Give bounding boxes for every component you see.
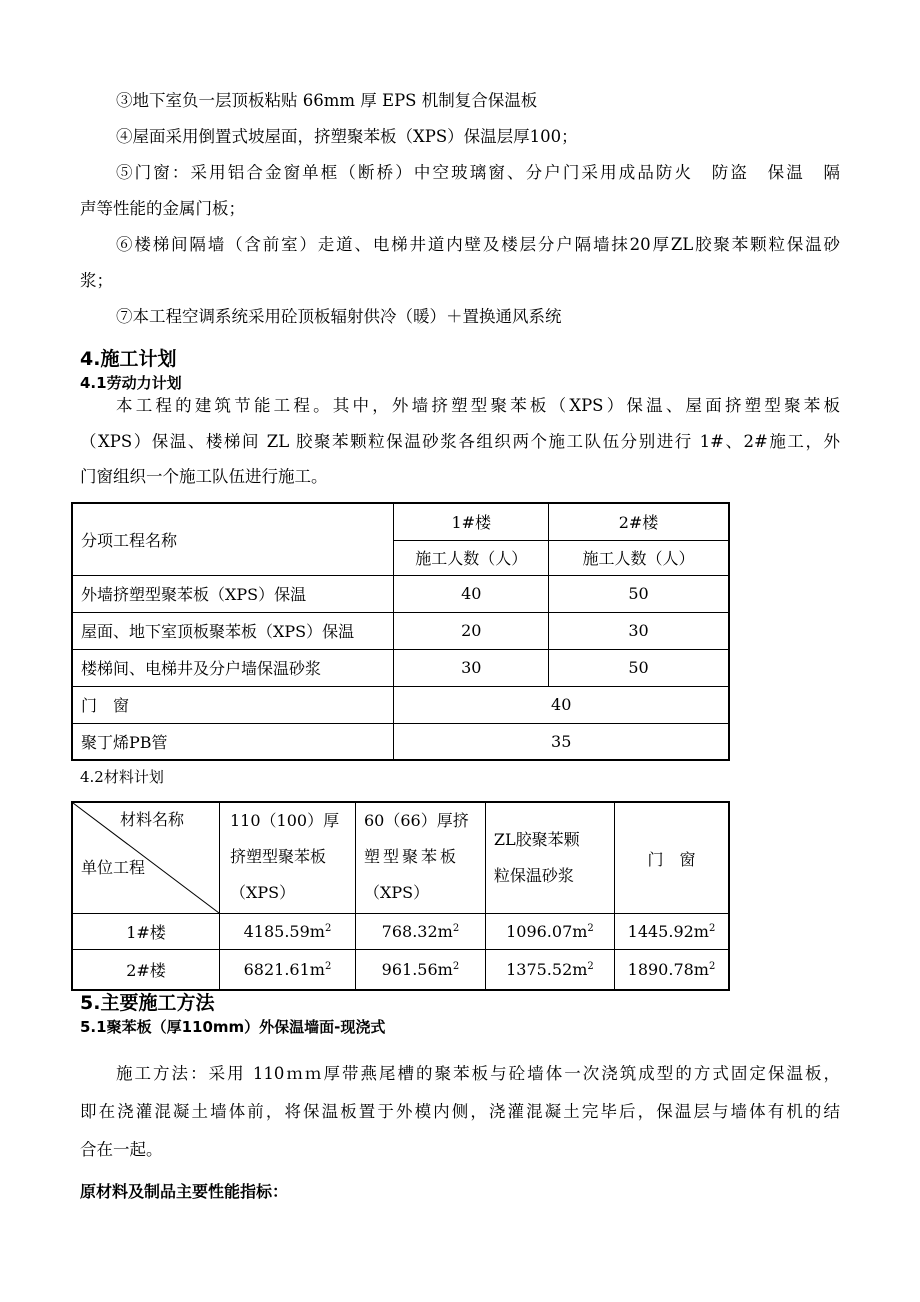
header-line: （XPS） <box>230 883 296 902</box>
row-name: 1#楼 <box>72 914 220 950</box>
section-4-2-title: 4.2材料计划 <box>80 768 164 786</box>
value: 768.32m <box>381 922 453 941</box>
section-4-title: 4.施工计划 <box>80 348 177 370</box>
header-doors-windows: 门 窗 <box>615 802 730 914</box>
section-5-1-para-line1: 施工方法：采用 110ｍｍ厚带燕尾槽的聚苯板与砼墙体一次浇筑成型的方式固定保温板， <box>116 1064 840 1083</box>
row-merged: 35 <box>394 723 729 760</box>
header-line: 60（66）厚挤 <box>363 811 469 830</box>
diagonal-header-cell <box>72 802 220 914</box>
row-name: 2#楼 <box>72 950 220 990</box>
table-row <box>72 575 729 612</box>
corner-unit-project: 单位工程 <box>81 858 146 877</box>
value: 1375.52m <box>506 959 588 979</box>
section-4-1-para-line2: （XPS）保温、楼梯间 ZL 胶聚苯颗粒保温砂浆各组织两个施工队伍分别进行 1#、2#施工，外 <box>80 432 840 451</box>
row-v2 <box>355 914 485 950</box>
value: 1445.92m <box>627 922 709 941</box>
row-name: 外墙挤塑型聚苯板（XPS）保温 <box>72 575 394 612</box>
materials-performance-label: 原材料及制品主要性能指标： <box>80 1182 289 1201</box>
header-line: 110（100）厚 <box>230 811 340 830</box>
row-v3 <box>485 914 614 950</box>
table-row <box>72 950 729 990</box>
row-v1 <box>220 914 356 950</box>
material-plan-table <box>71 801 730 991</box>
row-name: 聚丁烯PB管 <box>72 723 394 760</box>
header-line: 粒保温砂浆 <box>493 866 574 885</box>
header-xps-110 <box>220 802 356 914</box>
row-v4 <box>615 950 730 990</box>
item-6-line1: ⑥楼梯间隔墙（含前室）走道、电梯井道内壁及楼层分户隔墙抹20厚ZL胶聚苯颗粒保温砂 <box>116 235 840 254</box>
table-row <box>72 914 729 950</box>
row-name: 屋面、地下室顶板聚苯板（XPS）保温 <box>72 612 394 649</box>
item-5-line2: 声等性能的金属门板； <box>80 199 245 218</box>
row-v1 <box>220 950 356 990</box>
row-name: 门 窗 <box>72 686 394 723</box>
header-line: 塑型聚苯板 <box>363 847 459 866</box>
row-b2: 50 <box>549 649 729 686</box>
value: 961.56m <box>381 959 453 979</box>
section-4-1-para-line3: 门窗组织一个施工队伍进行施工。 <box>80 467 328 486</box>
section-4-1-title: 4.1劳动力计划 <box>80 374 182 392</box>
table-row <box>72 723 729 760</box>
section-5-1-para-line3: 合在一起。 <box>80 1140 163 1159</box>
table-header-row <box>72 802 729 914</box>
header-building-2: 2#楼 <box>549 503 729 540</box>
row-v2 <box>355 950 485 990</box>
header-line: （XPS） <box>363 883 430 902</box>
row-merged: 40 <box>394 686 729 723</box>
item-4: ④屋面采用倒置式坡屋面，挤塑聚苯板（XPS）保温层厚100； <box>116 127 578 146</box>
header-line: ZL胶聚苯颗 <box>493 830 580 849</box>
row-b1: 20 <box>394 612 549 649</box>
unit-sup: 2 <box>708 923 716 934</box>
row-b1: 30 <box>394 649 549 686</box>
header-building-2-workers: 施工人数（人） <box>549 540 729 575</box>
header-building-1: 1#楼 <box>394 503 549 540</box>
section-4-1-para-line1: 本工程的建筑节能工程。其中，外墙挤塑型聚苯板（XPS）保温、屋面挤塑型聚苯板 <box>116 396 840 415</box>
row-b2: 30 <box>549 612 729 649</box>
section-5-title: 5.主要施工方法 <box>80 992 215 1014</box>
unit-sup: 2 <box>452 960 460 972</box>
unit-sup: 2 <box>587 960 594 972</box>
table-row <box>72 649 729 686</box>
section-5-1-para-line2: 即在浇灌混凝土墙体前，将保温板置于外模内侧，浇灌混凝土完毕后，保温层与墙体有机的结 <box>80 1102 840 1121</box>
value: 1096.07m <box>506 922 588 941</box>
header-item-name: 分项工程名称 <box>72 503 394 575</box>
item-3: ③地下室负一层顶板粘贴 66mm 厚 EPS 机制复合保温板 <box>116 91 538 110</box>
row-name: 楼梯间、电梯井及分户墙保温砂浆 <box>72 649 394 686</box>
row-v4 <box>615 914 730 950</box>
item-6-line2: 浆； <box>80 271 113 290</box>
table-row <box>72 686 729 723</box>
corner-material-name: 材料名称 <box>120 810 185 829</box>
value: 6821.61m <box>243 959 325 979</box>
unit-sup: 2 <box>324 923 332 934</box>
unit-sup: 2 <box>587 923 594 934</box>
value: 4185.59m <box>243 922 325 941</box>
table-row <box>72 612 729 649</box>
unit-sup: 2 <box>324 960 332 972</box>
header-xps-60 <box>355 802 485 914</box>
item-7: ⑦本工程空调系统采用砼顶板辐射供冷（暖）＋置换通风系统 <box>116 307 562 326</box>
value: 1890.78m <box>627 959 709 979</box>
row-b1: 40 <box>394 575 549 612</box>
item-5-line1: ⑤门窗：采用铝合金窗单框（断桥）中空玻璃窗、分户门采用成品防火 防盗 保温 隔 <box>116 163 840 182</box>
labor-plan-table <box>71 502 730 761</box>
table-header-row <box>72 503 729 540</box>
row-b2: 50 <box>549 575 729 612</box>
header-building-1-workers: 施工人数（人） <box>394 540 549 575</box>
header-line: 挤塑型聚苯板 <box>230 847 327 866</box>
section-5-1-title: 5.1聚苯板（厚110mm）外保温墙面-现浇式 <box>80 1018 386 1036</box>
header-zl-mortar <box>485 802 614 914</box>
row-v3 <box>485 950 614 990</box>
unit-sup: 2 <box>452 923 460 934</box>
unit-sup: 2 <box>708 960 716 972</box>
